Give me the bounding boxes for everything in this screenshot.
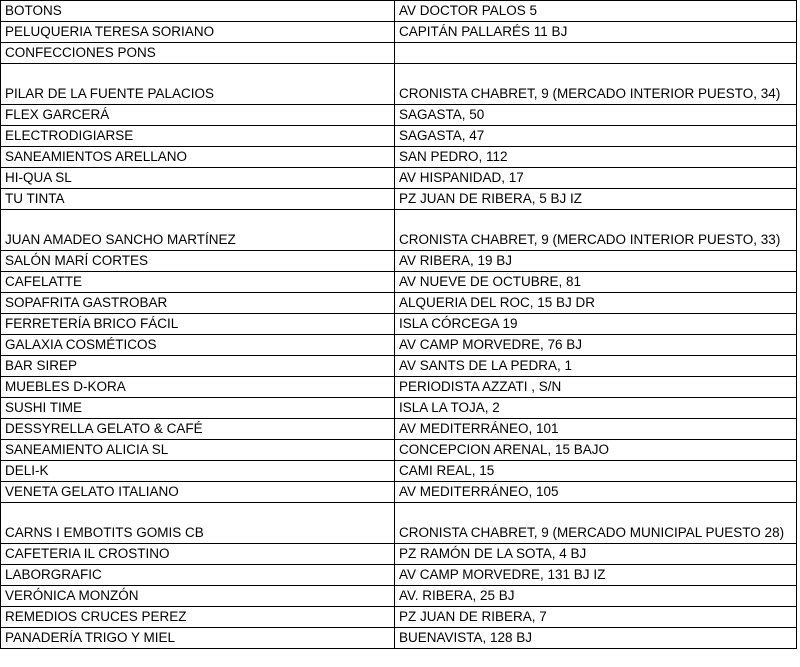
- address-cell[interactable]: AV MEDITERRÁNEO, 105: [395, 482, 797, 503]
- table-row: [1, 628, 797, 649]
- table-body: [1, 1, 797, 649]
- address-cell[interactable]: AV CAMP MORVEDRE, 76 BJ: [395, 335, 797, 356]
- address-cell[interactable]: [395, 43, 797, 64]
- business-name-cell[interactable]: VENETA GELATO ITALIANO: [1, 482, 395, 503]
- business-name-cell[interactable]: CAFETERIA IL CROSTINO: [1, 544, 395, 565]
- business-name-cell[interactable]: FLEX GARCERÁ: [1, 105, 395, 126]
- address-cell[interactable]: PZ RAMÓN DE LA SOTA, 4 BJ: [395, 544, 797, 565]
- table-row: [1, 126, 797, 147]
- address-cell[interactable]: SAGASTA, 47: [395, 126, 797, 147]
- business-name-cell[interactable]: SALÓN MARÍ CORTES: [1, 251, 395, 272]
- business-name-cell[interactable]: ELECTRODIGIARSE: [1, 126, 395, 147]
- table-row: [1, 377, 797, 398]
- business-name-cell[interactable]: CARNS I EMBOTITS GOMIS CB: [1, 503, 395, 544]
- address-cell[interactable]: SAGASTA, 50: [395, 105, 797, 126]
- table-row: [1, 440, 797, 461]
- address-cell[interactable]: AV HISPANIDAD, 17: [395, 168, 797, 189]
- address-cell[interactable]: AV DOCTOR PALOS 5: [395, 1, 797, 22]
- business-name-cell[interactable]: SANEAMIENTOS ARELLANO: [1, 147, 395, 168]
- table-row: [1, 607, 797, 628]
- address-cell[interactable]: AV MEDITERRÁNEO, 101: [395, 419, 797, 440]
- table-row: [1, 565, 797, 586]
- address-cell[interactable]: CRONISTA CHABRET, 9 (MERCADO INTERIOR PUESTO, 34): [395, 64, 797, 105]
- table-row: [1, 272, 797, 293]
- table-row: [1, 64, 797, 105]
- table-row: [1, 586, 797, 607]
- address-cell[interactable]: CAPITÁN PALLARÉS 11 BJ: [395, 22, 797, 43]
- business-name-cell[interactable]: GALAXIA COSMÉTICOS: [1, 335, 395, 356]
- table-row: [1, 251, 797, 272]
- table-row: [1, 189, 797, 210]
- business-name-cell[interactable]: BOTONS: [1, 1, 395, 22]
- address-cell[interactable]: AV. RIBERA, 25 BJ: [395, 586, 797, 607]
- business-name-cell[interactable]: FERRETERÍA BRICO FÁCIL: [1, 314, 395, 335]
- table-row: [1, 314, 797, 335]
- business-name-cell[interactable]: VERÓNICA MONZÓN: [1, 586, 395, 607]
- business-name-cell[interactable]: HI-QUA SL: [1, 168, 395, 189]
- business-name-cell[interactable]: MUEBLES D-KORA: [1, 377, 395, 398]
- table-row: [1, 398, 797, 419]
- business-name-cell[interactable]: BAR SIREP: [1, 356, 395, 377]
- table-row: [1, 544, 797, 565]
- address-cell[interactable]: PZ JUAN DE RIBERA, 7: [395, 607, 797, 628]
- business-name-cell[interactable]: TU TINTA: [1, 189, 395, 210]
- business-name-cell[interactable]: CONFECCIONES PONS: [1, 43, 395, 64]
- business-name-cell[interactable]: SANEAMIENTO ALICIA SL: [1, 440, 395, 461]
- address-cell[interactable]: AV RIBERA, 19 BJ: [395, 251, 797, 272]
- business-name-cell[interactable]: SOPAFRITA GASTROBAR: [1, 293, 395, 314]
- address-cell[interactable]: AV CAMP MORVEDRE, 131 BJ IZ: [395, 565, 797, 586]
- business-name-cell[interactable]: PELUQUERIA TERESA SORIANO: [1, 22, 395, 43]
- address-cell[interactable]: ALQUERIA DEL ROC, 15 BJ DR: [395, 293, 797, 314]
- table-row: [1, 147, 797, 168]
- business-name-cell[interactable]: DELI-K: [1, 461, 395, 482]
- table-row: [1, 461, 797, 482]
- table-row: [1, 503, 797, 544]
- table-row: [1, 210, 797, 251]
- address-cell[interactable]: BUENAVISTA, 128 BJ: [395, 628, 797, 649]
- address-cell[interactable]: CONCEPCION ARENAL, 15 BAJO: [395, 440, 797, 461]
- business-name-cell[interactable]: PILAR DE LA FUENTE PALACIOS: [1, 64, 395, 105]
- table-row: [1, 1, 797, 22]
- table-row: [1, 168, 797, 189]
- business-name-cell[interactable]: JUAN AMADEO SANCHO MARTÍNEZ: [1, 210, 395, 251]
- address-cell[interactable]: PERIODISTA AZZATI , S/N: [395, 377, 797, 398]
- business-name-cell[interactable]: LABORGRAFIC: [1, 565, 395, 586]
- address-cell[interactable]: AV SANTS DE LA PEDRA, 1: [395, 356, 797, 377]
- address-cell[interactable]: ISLA CÓRCEGA 19: [395, 314, 797, 335]
- address-cell[interactable]: CRONISTA CHABRET, 9 (MERCADO INTERIOR PUESTO, 33): [395, 210, 797, 251]
- business-name-cell[interactable]: PANADERÍA TRIGO Y MIEL: [1, 628, 395, 649]
- business-name-cell[interactable]: DESSYRELLA GELATO & CAFÉ: [1, 419, 395, 440]
- table-row: [1, 356, 797, 377]
- address-cell[interactable]: CAMI REAL, 15: [395, 461, 797, 482]
- table-row: [1, 419, 797, 440]
- table-row: [1, 335, 797, 356]
- address-cell[interactable]: CRONISTA CHABRET, 9 (MERCADO MUNICIPAL PUESTO 28): [395, 503, 797, 544]
- table-row: [1, 482, 797, 503]
- address-cell[interactable]: AV NUEVE DE OCTUBRE, 81: [395, 272, 797, 293]
- address-cell[interactable]: SAN PEDRO, 112: [395, 147, 797, 168]
- business-name-cell[interactable]: CAFELATTE: [1, 272, 395, 293]
- table-row: [1, 293, 797, 314]
- address-cell[interactable]: PZ JUAN DE RIBERA, 5 BJ IZ: [395, 189, 797, 210]
- business-name-cell[interactable]: SUSHI TIME: [1, 398, 395, 419]
- table-row: [1, 43, 797, 64]
- business-name-cell[interactable]: REMEDIOS CRUCES PEREZ: [1, 607, 395, 628]
- table-row: [1, 105, 797, 126]
- table-row: [1, 22, 797, 43]
- address-cell[interactable]: ISLA LA TOJA, 2: [395, 398, 797, 419]
